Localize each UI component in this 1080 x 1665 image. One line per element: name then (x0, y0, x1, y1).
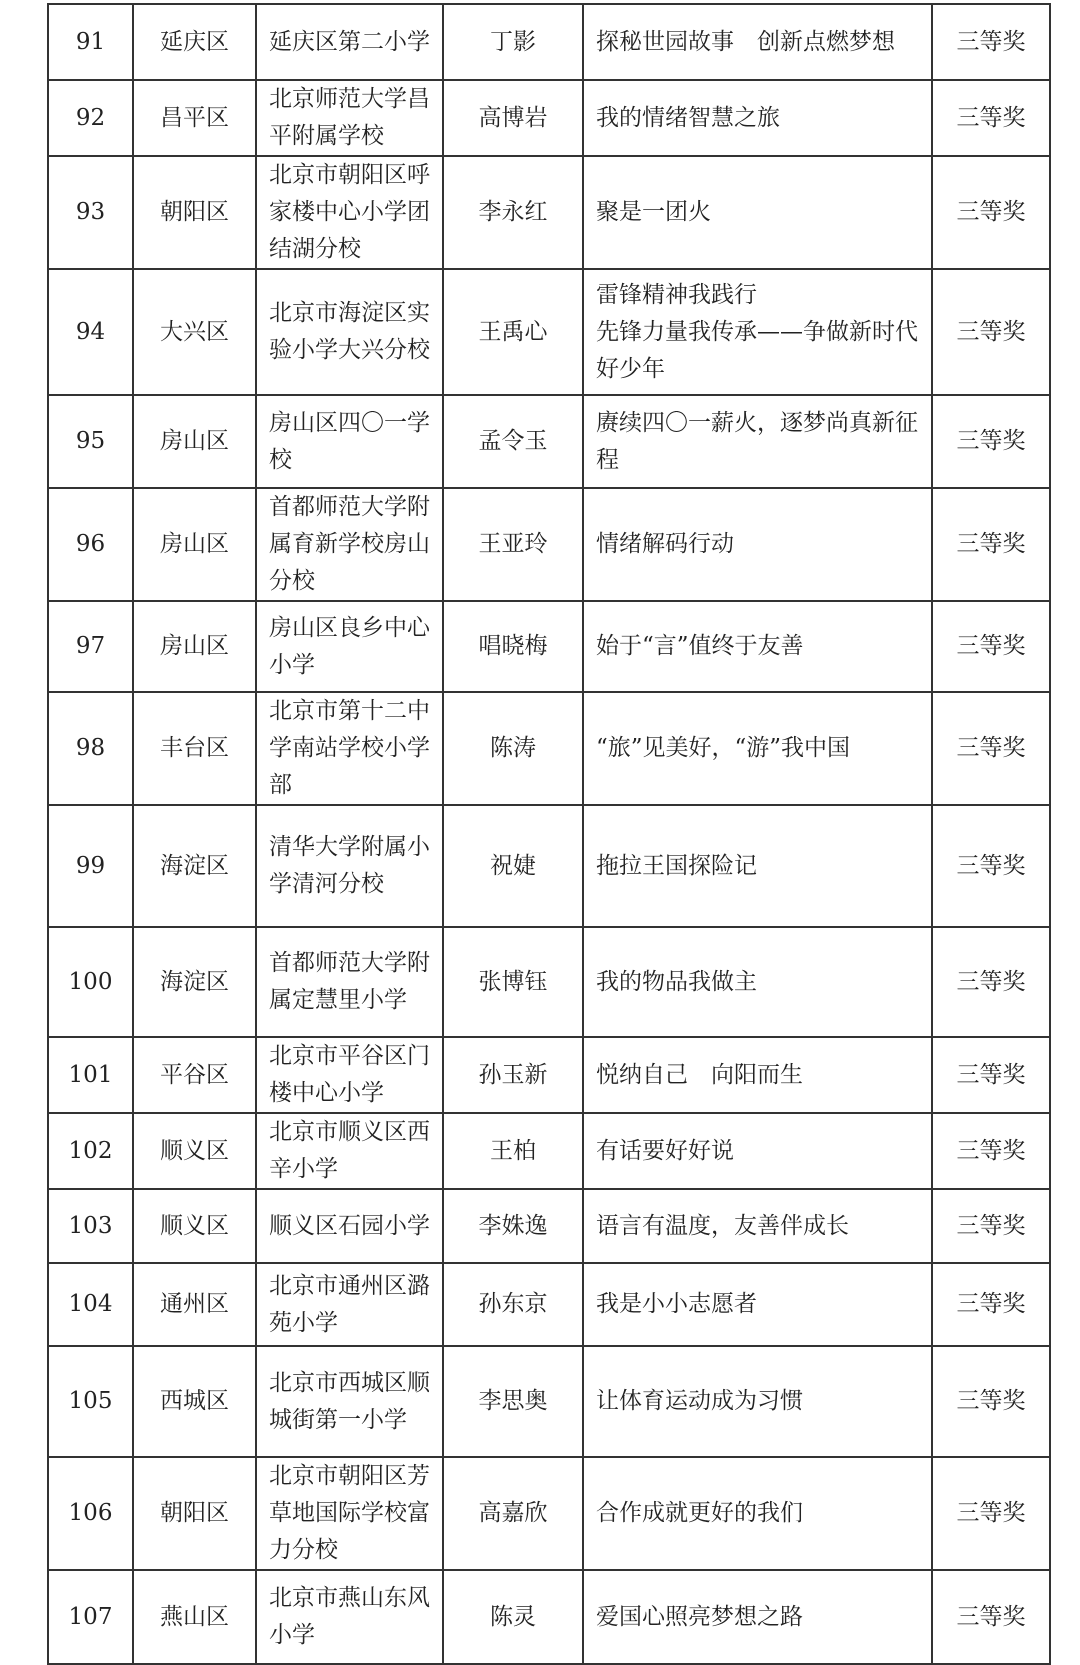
name-cell: 丁影 (443, 4, 583, 80)
title-line: 爱国心照亮梦想之路 (596, 1603, 803, 1630)
table-row (48, 4, 1050, 80)
school-cell: 北京市燕山东风小学 (256, 1570, 443, 1664)
name-cell: 王亚玲 (443, 488, 583, 601)
table-row (48, 692, 1050, 805)
district-cell: 燕山区 (133, 1570, 256, 1664)
name-cell: 李思奥 (443, 1346, 583, 1457)
title-line: 先锋力量我传承——争做新时代好少年 (596, 318, 918, 382)
award-cell: 三等奖 (932, 156, 1050, 269)
number-cell: 103 (48, 1189, 133, 1263)
table-row (48, 488, 1050, 601)
district-cell: 海淀区 (133, 927, 256, 1037)
award-cell: 三等奖 (932, 269, 1050, 395)
district-cell: 通州区 (133, 1263, 256, 1346)
title-line: 情绪解码行动 (596, 531, 734, 557)
award-cell: 三等奖 (932, 1113, 1050, 1189)
name-cell: 唱晓梅 (443, 601, 583, 692)
table-row (48, 156, 1050, 269)
title-line: 始于“言”值终于友善 (596, 633, 804, 659)
title-cell (583, 80, 932, 156)
number-cell: 107 (48, 1570, 133, 1664)
award-cell: 三等奖 (932, 488, 1050, 601)
table-row (48, 1037, 1050, 1113)
name-cell: 李姝逸 (443, 1189, 583, 1263)
table-row (48, 80, 1050, 156)
number-cell: 104 (48, 1263, 133, 1346)
name-cell: 祝婕 (443, 805, 583, 927)
title-line: 语言有温度，友善伴成长 (596, 1212, 849, 1239)
award-cell: 三等奖 (932, 1189, 1050, 1263)
district-cell: 顺义区 (133, 1113, 256, 1189)
name-cell: 陈灵 (443, 1570, 583, 1664)
title-cell (583, 692, 932, 805)
title-line: 我的物品我做主 (596, 968, 757, 995)
title-line: 有话要好好说 (596, 1137, 734, 1164)
district-cell: 朝阳区 (133, 1457, 256, 1570)
award-cell: 三等奖 (932, 4, 1050, 80)
award-cell: 三等奖 (932, 1037, 1050, 1113)
name-cell: 孙东京 (443, 1263, 583, 1346)
name-cell: 孟令玉 (443, 395, 583, 488)
name-cell: 陈涛 (443, 692, 583, 805)
district-cell: 房山区 (133, 488, 256, 601)
title-line: 探秘世园故事 创新点燃梦想 (596, 28, 895, 55)
district-cell: 延庆区 (133, 4, 256, 80)
name-cell: 李永红 (443, 156, 583, 269)
title-cell (583, 269, 932, 395)
school-cell: 房山区良乡中心小学 (256, 601, 443, 692)
title-cell (583, 1346, 932, 1457)
district-cell: 丰台区 (133, 692, 256, 805)
award-cell: 三等奖 (932, 927, 1050, 1037)
title-line: 赓续四〇一薪火，逐梦尚真新征程 (596, 409, 918, 473)
table-row (48, 805, 1050, 927)
district-cell: 朝阳区 (133, 156, 256, 269)
title-cell (583, 601, 932, 692)
school-cell: 首都师范大学附属育新学校房山分校 (256, 488, 443, 601)
table-row (48, 1263, 1050, 1346)
name-cell: 王柏 (443, 1113, 583, 1189)
award-cell: 三等奖 (932, 395, 1050, 488)
title-cell (583, 1570, 932, 1664)
title-line: 悦纳自己 向阳而生 (596, 1061, 803, 1088)
table-row (48, 395, 1050, 488)
number-cell: 92 (48, 80, 133, 156)
title-line: 我是小小志愿者 (596, 1291, 757, 1317)
district-cell: 西城区 (133, 1346, 256, 1457)
title-cell (583, 805, 932, 927)
title-line: 雷锋精神我践行 (596, 281, 757, 308)
table-row (48, 1346, 1050, 1457)
title-cell (583, 156, 932, 269)
school-cell: 清华大学附属小学清河分校 (256, 805, 443, 927)
name-cell: 高博岩 (443, 80, 583, 156)
number-cell: 93 (48, 156, 133, 269)
title-line: 我的情绪智慧之旅 (596, 104, 780, 131)
title-line: 拖拉王国探险记 (596, 852, 757, 879)
school-cell: 顺义区石园小学 (256, 1189, 443, 1263)
award-table (47, 3, 1051, 1665)
number-cell: 97 (48, 601, 133, 692)
title-cell (583, 927, 932, 1037)
district-cell: 平谷区 (133, 1037, 256, 1113)
table-row (48, 1189, 1050, 1263)
number-cell: 91 (48, 4, 133, 80)
title-line: 聚是一团火 (596, 199, 711, 225)
name-cell: 高嘉欣 (443, 1457, 583, 1570)
award-cell: 三等奖 (932, 1263, 1050, 1346)
school-cell: 延庆区第二小学 (256, 4, 443, 80)
number-cell: 101 (48, 1037, 133, 1113)
school-cell: 首都师范大学附属定慧里小学 (256, 927, 443, 1037)
title-cell (583, 4, 932, 80)
school-cell: 北京市海淀区实验小学大兴分校 (256, 269, 443, 395)
title-cell (583, 1457, 932, 1570)
district-cell: 海淀区 (133, 805, 256, 927)
name-cell: 王禹心 (443, 269, 583, 395)
table-row (48, 601, 1050, 692)
award-cell: 三等奖 (932, 805, 1050, 927)
number-cell: 102 (48, 1113, 133, 1189)
number-cell: 96 (48, 488, 133, 601)
school-cell: 北京市西城区顺城街第一小学 (256, 1346, 443, 1457)
district-cell: 顺义区 (133, 1189, 256, 1263)
district-cell: 房山区 (133, 601, 256, 692)
title-cell (583, 1189, 932, 1263)
school-cell: 房山区四〇一学校 (256, 395, 443, 488)
table-row (48, 927, 1050, 1037)
title-cell (583, 1113, 932, 1189)
number-cell: 99 (48, 805, 133, 927)
number-cell: 94 (48, 269, 133, 395)
award-cell: 三等奖 (932, 80, 1050, 156)
table-row (48, 269, 1050, 395)
number-cell: 100 (48, 927, 133, 1037)
number-cell: 98 (48, 692, 133, 805)
name-cell: 孙玉新 (443, 1037, 583, 1113)
award-cell: 三等奖 (932, 1457, 1050, 1570)
district-cell: 大兴区 (133, 269, 256, 395)
school-cell: 北京师范大学昌平附属学校 (256, 80, 443, 156)
school-cell: 北京市朝阳区呼家楼中心小学团结湖分校 (256, 156, 443, 269)
table-row (48, 1457, 1050, 1570)
award-cell: 三等奖 (932, 1570, 1050, 1664)
school-cell: 北京市朝阳区芳草地国际学校富力分校 (256, 1457, 443, 1570)
title-cell (583, 488, 932, 601)
table-row (48, 1570, 1050, 1664)
award-cell: 三等奖 (932, 692, 1050, 805)
school-cell: 北京市顺义区西辛小学 (256, 1113, 443, 1189)
number-cell: 95 (48, 395, 133, 488)
number-cell: 105 (48, 1346, 133, 1457)
district-cell: 昌平区 (133, 80, 256, 156)
title-line: 让体育运动成为习惯 (596, 1388, 803, 1414)
title-line: “旅”见美好，“游”我中国 (596, 735, 851, 761)
title-cell (583, 1263, 932, 1346)
title-cell (583, 1037, 932, 1113)
school-cell: 北京市第十二中学南站学校小学部 (256, 692, 443, 805)
award-cell: 三等奖 (932, 601, 1050, 692)
title-line: 合作成就更好的我们 (596, 1500, 803, 1526)
award-cell: 三等奖 (932, 1346, 1050, 1457)
school-cell: 北京市通州区潞苑小学 (256, 1263, 443, 1346)
number-cell: 106 (48, 1457, 133, 1570)
table-row (48, 1113, 1050, 1189)
district-cell: 房山区 (133, 395, 256, 488)
school-cell: 北京市平谷区门楼中心小学 (256, 1037, 443, 1113)
name-cell: 张博钰 (443, 927, 583, 1037)
title-cell (583, 395, 932, 488)
